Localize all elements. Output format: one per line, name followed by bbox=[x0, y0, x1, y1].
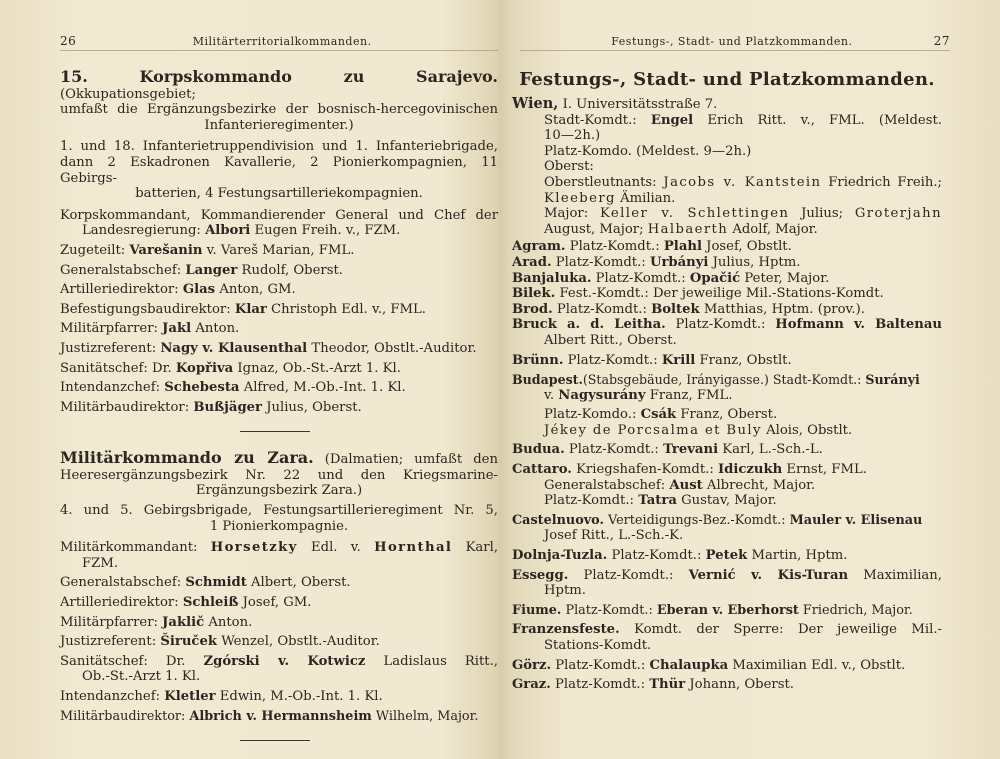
castelnuovo-line2: Josef Ritt., L.-Sch.-K. bbox=[544, 528, 684, 544]
entry-name: Bußjäger bbox=[193, 399, 263, 415]
entry-rest: Karl, L.-Sch.-L. bbox=[722, 442, 823, 458]
entry-rest: Fest.-Komdt.: Der jeweilige Mil.-Stations-Komdt. bbox=[559, 286, 884, 302]
entry-rest: Anton. bbox=[208, 614, 253, 630]
entry-role: Intendanzchef: bbox=[60, 689, 161, 704]
entry-role: Militärkommandant: bbox=[60, 540, 198, 556]
entry-name: Hofmann v. Baltenau bbox=[775, 317, 943, 333]
entry-role: Befestigungsbaudirektor: bbox=[60, 301, 231, 317]
right-page bbox=[500, 0, 1000, 759]
essegg-line2: Hptm. bbox=[544, 583, 586, 599]
entry-role: Sanitätschef: Dr. bbox=[60, 360, 172, 376]
entry-role: Militärpfarrer: bbox=[60, 614, 158, 630]
graz-entry bbox=[512, 677, 942, 693]
entry-rest: Alfred, M.-Ob.-Int. 1. Kl. bbox=[243, 380, 406, 396]
essegg-entry bbox=[512, 568, 942, 584]
sarajevo-heading-rest: (Okkupationsgebiet; bbox=[60, 86, 196, 102]
entry-rest: Maximilian, bbox=[863, 567, 942, 583]
entry-name: Jékey de Porcsalma et Buly bbox=[544, 422, 762, 438]
entry-name: Albrich v. Hermannsheim bbox=[189, 708, 372, 724]
castelnuovo-entry bbox=[512, 513, 942, 529]
wien-heading bbox=[512, 96, 942, 113]
franzensfeste-line2: Stations-Komdt. bbox=[544, 638, 652, 653]
wien-oberstleutnants-line2 bbox=[512, 191, 942, 207]
entry-rest: Ernst, FML. bbox=[786, 462, 867, 478]
artilleriedirektor-entry bbox=[60, 282, 498, 298]
sarajevo-units-line3: batterien, 4 Festungsartilleriekompagnien. bbox=[135, 186, 423, 202]
section-sarajevo bbox=[60, 69, 498, 415]
sarajevo-units-line1: 1. und 18. Infanterietruppendivision und 1. Infanteriebrigade, bbox=[60, 139, 498, 155]
entry-role: Intendanzchef: bbox=[60, 380, 161, 396]
wien-stadt-komdt bbox=[512, 113, 942, 129]
budapest-entry bbox=[512, 372, 942, 388]
city-name: Budua. bbox=[512, 442, 565, 458]
entry-name: Langer bbox=[185, 262, 238, 278]
entry-role: Generalstabschef: bbox=[544, 477, 666, 493]
zara-heading-rest: (Dalmatien; umfaßt den bbox=[324, 452, 498, 468]
zara-units-line1: 4. und 5. Gebirgsbrigade, Festungsartillerieregiment Nr. 5, bbox=[60, 503, 498, 519]
entry-name: Groterjahn bbox=[854, 206, 942, 222]
right-running-head: Festungs-, Stadt- und Platzkommanden. bbox=[611, 35, 853, 48]
left-page-number: 26 bbox=[60, 34, 77, 48]
entry-rest: Erich Ritt. v., FML. (Meldest. bbox=[707, 112, 942, 128]
cattaro-entry bbox=[512, 462, 942, 478]
entry-role: Kriegshafen-Komdt.: bbox=[576, 462, 714, 478]
entry-rest: Ladislaus Ritt., bbox=[383, 653, 498, 669]
entry-rest: Johann, Oberst. bbox=[689, 677, 794, 693]
entry-rest: Matthias, Hptm. (prov.). bbox=[703, 301, 865, 317]
zugeteilt-entry bbox=[60, 243, 498, 259]
entry-name: Petek bbox=[705, 548, 748, 564]
entry-name: Plahl bbox=[663, 239, 702, 255]
entry-name: Thür bbox=[649, 677, 686, 693]
section-divider bbox=[240, 431, 310, 432]
entry-rest: Josef, GM. bbox=[242, 595, 312, 611]
entry-name: Širuček bbox=[160, 634, 217, 650]
entry-role: Militärbaudirektor: bbox=[60, 708, 186, 724]
wien-platz-komdo: Platz-Komdo. (Meldest. 9—2h.) bbox=[544, 143, 752, 159]
entry-name: Surányi bbox=[865, 372, 920, 388]
befestigungsbaudirektor-entry bbox=[60, 302, 498, 318]
militaerpfarrer-entry bbox=[60, 321, 498, 337]
entry-name: Nagysurány bbox=[558, 387, 646, 403]
city-name: Graz. bbox=[512, 677, 551, 693]
city-name: Brod. bbox=[512, 301, 553, 317]
entry-name: Idiczukh bbox=[717, 462, 783, 478]
entry-name: Jacobs v. Kantstein bbox=[663, 174, 822, 190]
city-name: Bilek. bbox=[512, 286, 556, 302]
entry-role: Justizreferent: bbox=[60, 634, 157, 650]
city-name: Budapest. bbox=[512, 372, 583, 388]
entry-name: Tatra bbox=[638, 493, 677, 509]
entry-name: Kopřiva bbox=[175, 360, 234, 376]
entry-role: Platz-Komdt.: bbox=[675, 317, 766, 333]
city-name: Dolnja-Tuzla. bbox=[512, 548, 608, 564]
entry-rest: Adolf, Major. bbox=[732, 221, 818, 237]
bottom-divider bbox=[240, 740, 310, 741]
entry-name: Jakl bbox=[162, 321, 192, 337]
city-name: Castelnuovo. bbox=[512, 512, 604, 528]
cattaro-platz-komdt bbox=[512, 493, 942, 509]
entry-role: Verteidigungs-Bez.-Komdt.: bbox=[608, 512, 786, 528]
entry-name: Boltek bbox=[651, 301, 700, 317]
korpskommandant-entry bbox=[60, 223, 498, 239]
entry-name: Jaklič bbox=[162, 614, 205, 630]
city-name: Cattaro. bbox=[512, 462, 572, 478]
entry-rest: Ämilian. bbox=[620, 190, 676, 206]
bruck-entry bbox=[512, 317, 942, 333]
entry-role: Platz-Komdt.: bbox=[565, 602, 653, 618]
bruck-line2: Albert Ritt., Oberst. bbox=[544, 332, 677, 348]
entry-role: Militärpfarrer: bbox=[60, 321, 158, 337]
bilek-entry bbox=[512, 286, 942, 302]
entry-rest: Eugen Freih. v., FZM. bbox=[254, 223, 401, 239]
entry-rest: Komdt. der Sperre: Der jeweilige Mil.- bbox=[634, 622, 942, 638]
brod-entry bbox=[512, 302, 942, 318]
entry-rest: August, Major; bbox=[544, 221, 644, 237]
entry-role: Militärbaudirektor: bbox=[60, 399, 190, 415]
zara-kommandant-line2: FZM. bbox=[82, 555, 119, 571]
zara-title: Militärkommando zu Zara. bbox=[60, 448, 314, 468]
entry-rest: Franz, FML. bbox=[649, 387, 733, 403]
entry-rest: Maximilian Edl. v., Obstlt. bbox=[732, 657, 906, 673]
zara-sanitaetschef-entry bbox=[60, 654, 498, 670]
entry-mid: Edl. v. bbox=[311, 540, 361, 556]
entry-role: Platz-Komdt.: bbox=[569, 239, 660, 255]
entry-name: Nagy v. Klausenthal bbox=[160, 340, 308, 356]
entry-role: Generalstabschef: bbox=[60, 575, 182, 591]
entry-name: Kletler bbox=[164, 689, 216, 704]
justizreferent-entry bbox=[60, 341, 498, 357]
city-name: Brünn. bbox=[512, 352, 564, 368]
right-page-number: 27 bbox=[933, 34, 950, 48]
sarajevo-heading bbox=[60, 69, 498, 102]
entry-name: Schleiß bbox=[182, 595, 239, 611]
entry-name: Zgórski v. Kotwicz bbox=[203, 653, 366, 669]
entry-name: Engel bbox=[650, 112, 694, 128]
wien-city: Wien, bbox=[512, 95, 559, 112]
intendanzchef-entry bbox=[60, 380, 498, 396]
entry-rest: Rudolf, Oberst. bbox=[241, 262, 343, 278]
city-name: Fiume. bbox=[512, 602, 562, 618]
entry-name: Albori bbox=[205, 223, 251, 239]
city-name: Franzensfeste. bbox=[512, 622, 620, 638]
zara-kommandant-entry bbox=[60, 540, 498, 556]
zara-sanitaetschef-line2: Ob.-St.-Arzt 1. Kl. bbox=[82, 669, 201, 685]
entry-rest: Franz, Obstlt. bbox=[699, 352, 792, 368]
budapest-jekey bbox=[512, 423, 942, 439]
zara-militaerpfarrer-entry bbox=[60, 615, 498, 631]
entry-rest: Anton. bbox=[195, 321, 240, 337]
budapest-line2 bbox=[512, 388, 942, 404]
entry-name: Varešanin bbox=[129, 242, 203, 258]
entry-role: (Stabsgebäude, Irányigasse.) Stadt-Komdt.: bbox=[582, 372, 862, 388]
sarajevo-title: 15. Korpskommando zu Sarajevo. bbox=[60, 67, 498, 86]
budapest-platz-komdo bbox=[512, 407, 942, 423]
entry-rest: Theodor, Obstlt.-Auditor. bbox=[311, 340, 477, 356]
entry-rest: Karl, bbox=[465, 540, 499, 556]
entry-rest: Edwin, M.-Ob.-Int. 1. Kl. bbox=[219, 689, 383, 704]
entry-role: Platz-Komdt.: bbox=[555, 254, 646, 270]
fiume-entry bbox=[512, 603, 942, 619]
entry-rest: Friedrich Freih.; bbox=[828, 174, 942, 190]
entry-rest: Wenzel, Obstlt.-Auditor. bbox=[221, 634, 380, 650]
entry-role: Generalstabschef: bbox=[60, 262, 182, 278]
entry-rest: Wilhelm, Major. bbox=[375, 708, 479, 724]
section-zara bbox=[60, 450, 498, 724]
zara-militaerbaudirektor-entry bbox=[60, 709, 498, 725]
wien-address: I. Universitätsstraße 7. bbox=[562, 97, 718, 112]
gorz-entry bbox=[512, 658, 942, 674]
entry-name: Keller v. Schlettingen bbox=[599, 206, 790, 222]
militaerbaudirektor-entry bbox=[60, 400, 498, 416]
cattaro-generalstabschef bbox=[512, 478, 942, 494]
entry-name: Schmidt bbox=[185, 575, 247, 591]
entry-rest: v. bbox=[544, 387, 555, 403]
entry-role: Sanitätschef: Dr. bbox=[60, 653, 186, 669]
wien-oberstleutnants bbox=[512, 175, 942, 191]
entry-role: Oberstleutnants: bbox=[544, 174, 657, 190]
entry-role: Stadt-Komdt.: bbox=[544, 112, 637, 128]
brunn-entry bbox=[512, 353, 942, 369]
entry-name: Opačić bbox=[689, 270, 741, 286]
entry-name: Urbányi bbox=[649, 254, 709, 270]
entry-role: Platz-Komdt.: bbox=[595, 270, 686, 286]
entry-name: Krill bbox=[661, 352, 696, 368]
entry-rest: Martin, Hptm. bbox=[751, 548, 848, 564]
wien-stadt-komdt-line2: 10—2h.) bbox=[544, 128, 601, 144]
entry-rest: Albert, Oberst. bbox=[251, 575, 351, 591]
arad-entry bbox=[512, 255, 942, 271]
entry-rest: Albrecht, Major. bbox=[706, 477, 816, 493]
entry-role: Artilleriedirektor: bbox=[60, 595, 179, 611]
entry-role: Platz-Komdt.: bbox=[568, 442, 659, 458]
zara-justizreferent-entry bbox=[60, 634, 498, 650]
entry-role: Justizreferent: bbox=[60, 340, 157, 356]
entry-name: Mauler v. Elisenau bbox=[789, 512, 923, 528]
franzensfeste-entry bbox=[512, 622, 942, 638]
entry-rest: Julius, Hptm. bbox=[712, 254, 801, 270]
entry-role: Platz-Komdo.: bbox=[544, 407, 637, 423]
left-running-head: Militärterritorialkommanden. bbox=[192, 35, 372, 48]
right-page-header bbox=[520, 34, 950, 51]
zara-generalstabschef-entry bbox=[60, 575, 498, 591]
zara-heading-line3: Ergänzungsbezirk Zara.) bbox=[195, 483, 363, 499]
left-page-header bbox=[60, 34, 498, 51]
entry-role: Zugeteilt: bbox=[60, 242, 126, 258]
city-name: Bruck a. d. Leitha. bbox=[512, 317, 666, 333]
city-name: Essegg. bbox=[512, 567, 569, 583]
korpskommandant-role: Korpskommandant, Kommandierender General und Chef der bbox=[60, 207, 498, 223]
entry-name: Vernić v. Kis-Turan bbox=[688, 567, 849, 583]
entry-rest: Ignaz, Ob.-St.-Arzt 1. Kl. bbox=[237, 360, 401, 376]
right-page-title: Festungs-, Stadt- und Platzkommanden. bbox=[519, 69, 935, 90]
entry-role: Platz-Komdt.: bbox=[556, 301, 647, 317]
banjaluka-entry bbox=[512, 271, 942, 287]
entry-rest: Franz, Oberst. bbox=[680, 407, 778, 423]
wien-major-line2 bbox=[512, 222, 942, 238]
city-name: Agram. bbox=[512, 239, 566, 255]
section-wien bbox=[512, 96, 942, 693]
city-name: Banjaluka. bbox=[512, 270, 592, 286]
entry-name: Trevani bbox=[663, 442, 719, 458]
entry-rest: Peter, Major. bbox=[744, 270, 830, 286]
entry-rest: Julius; bbox=[801, 206, 844, 222]
sarajevo-heading-line2: umfaßt die Ergänzungsbezirke der bosnisch-hercegovinischen bbox=[60, 102, 498, 118]
entry-name: Hornthal bbox=[374, 540, 453, 556]
dolnja-tuzla-entry bbox=[512, 548, 942, 564]
sanitaetschef-entry bbox=[60, 361, 498, 377]
entry-role: Major: bbox=[544, 206, 589, 222]
zara-heading-line2: Heeresergänzungsbezirk Nr. 22 und den Kriegsmarine- bbox=[60, 467, 498, 483]
wien-major bbox=[512, 206, 942, 222]
entry-name: Halbaerth bbox=[647, 221, 729, 237]
entry-rest: Anton, GM. bbox=[219, 282, 296, 298]
wien-oberst: Oberst: bbox=[544, 159, 594, 175]
entry-name: Aust bbox=[669, 477, 703, 493]
budua-entry bbox=[512, 442, 942, 458]
entry-rest: Josef, Obstlt. bbox=[706, 239, 792, 255]
entry-rest: Alois, Obstlt. bbox=[766, 422, 853, 438]
zara-artilleriedirektor-entry bbox=[60, 595, 498, 611]
entry-rest: Julius, Oberst. bbox=[266, 399, 362, 415]
entry-name: Glas bbox=[182, 282, 216, 298]
entry-role: Platz-Komdt.: bbox=[611, 548, 702, 564]
entry-name: Chalaupka bbox=[649, 657, 729, 673]
entry-rest: v. Vareš Marian, FML. bbox=[206, 242, 355, 258]
entry-name: Horsetzky bbox=[210, 540, 298, 556]
entry-role: Platz-Komdt.: bbox=[555, 657, 646, 673]
entry-role: Landesregierung: bbox=[82, 223, 201, 239]
entry-role: Platz-Komdt.: bbox=[583, 567, 674, 583]
entry-name: Csák bbox=[640, 407, 677, 423]
zara-units-line2: 1 Pionierkompagnie. bbox=[209, 518, 349, 534]
entry-rest: Friedrich, Major. bbox=[802, 602, 913, 618]
entry-role: Artilleriedirektor: bbox=[60, 282, 179, 298]
entry-name: Schebesta bbox=[164, 380, 240, 396]
city-name: Arad. bbox=[512, 254, 552, 270]
generalstabschef-entry bbox=[60, 263, 498, 279]
entry-name: Klar bbox=[234, 301, 267, 317]
entry-rest: Christoph Edl. v., FML. bbox=[271, 301, 427, 317]
zara-heading bbox=[60, 450, 498, 468]
entry-role: Platz-Komdt.: bbox=[544, 493, 634, 509]
entry-name: Kleeberg bbox=[544, 190, 616, 206]
entry-rest: Gustav, Major. bbox=[681, 493, 777, 509]
city-name: Görz. bbox=[512, 657, 552, 673]
sarajevo-units-line2: dann 2 Eskadronen Kavallerie, 2 Pionierkompagnien, 11 Gebirgs- bbox=[60, 154, 498, 186]
entry-role: Platz-Komdt.: bbox=[555, 677, 646, 693]
zara-intendanzchef-entry bbox=[60, 689, 498, 705]
sarajevo-heading-line3: Infanterieregimenter.) bbox=[204, 117, 354, 133]
agram-entry bbox=[512, 239, 942, 255]
entry-role: Platz-Komdt.: bbox=[567, 352, 658, 368]
entry-name: Eberan v. Eberhorst bbox=[656, 602, 799, 618]
